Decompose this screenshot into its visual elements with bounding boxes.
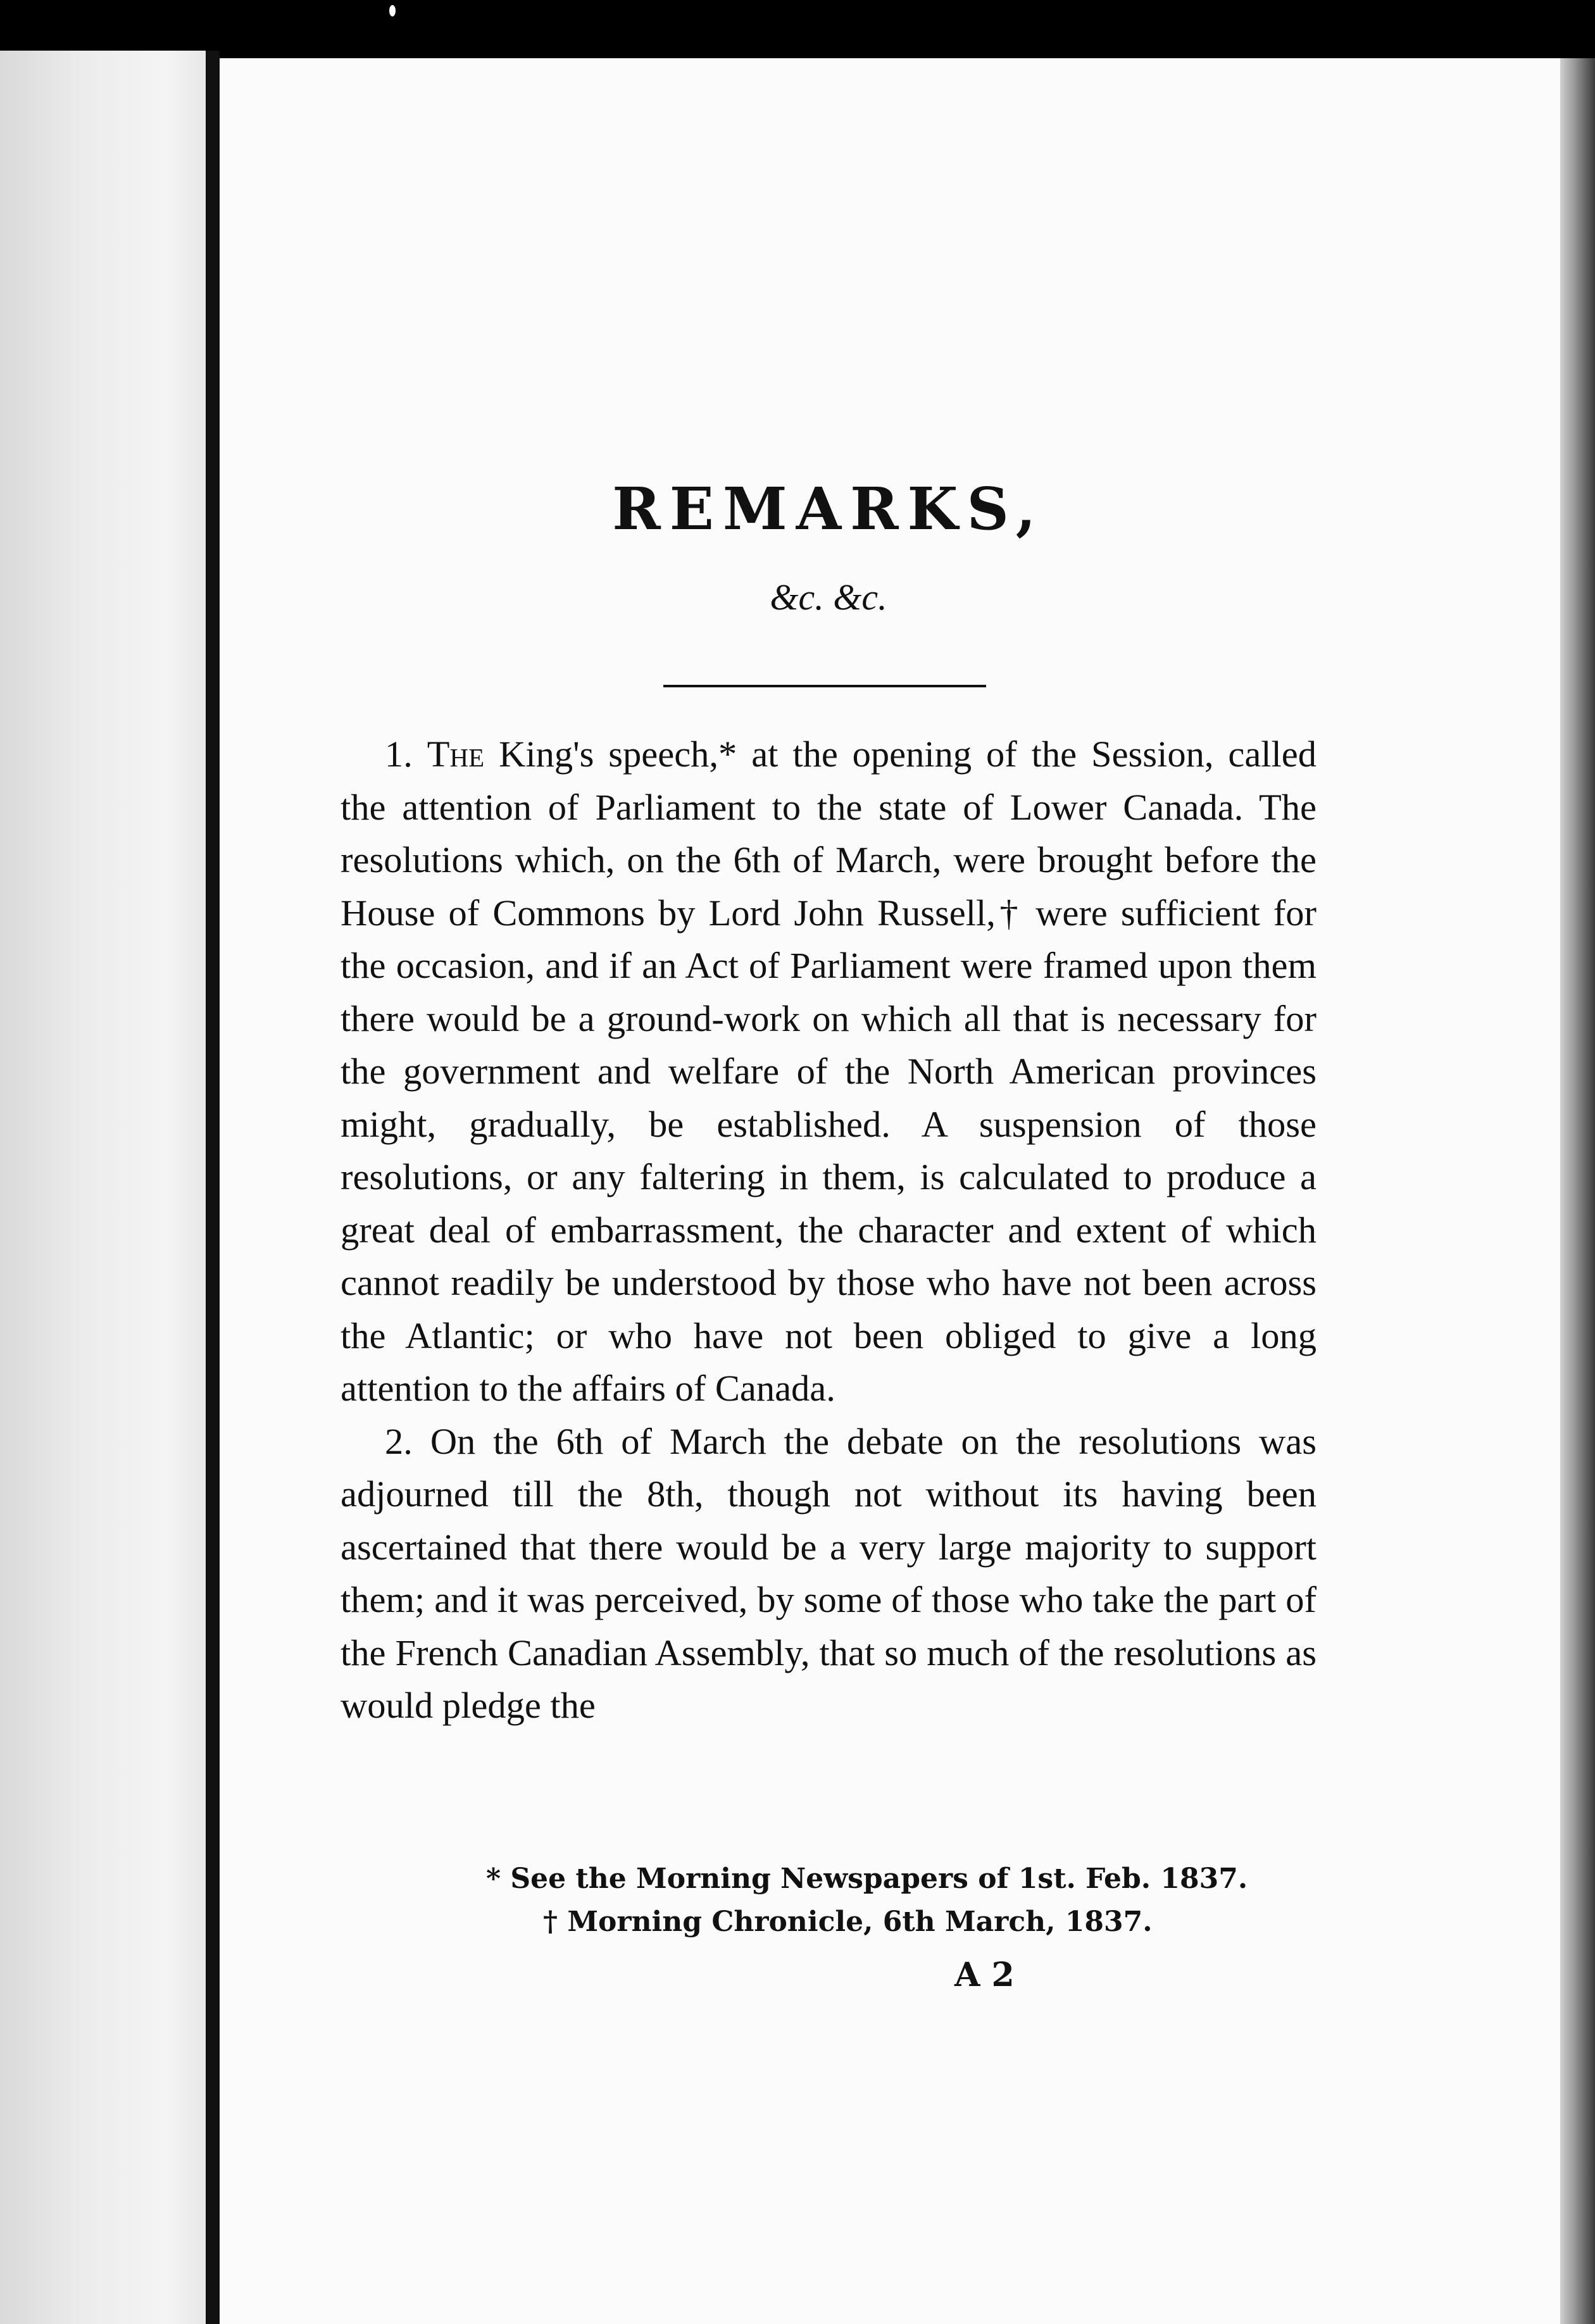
scan-speck xyxy=(389,5,396,16)
title-rule xyxy=(663,685,986,687)
paragraph-1 xyxy=(341,728,1317,1415)
footnotes xyxy=(341,1858,1317,1944)
footnote-2: † Morning Chronicle, 6th March, 1837. xyxy=(543,1906,1153,1938)
body-text xyxy=(341,728,1317,1732)
book-gutter xyxy=(206,51,220,2324)
facing-page-edge xyxy=(0,51,209,2324)
page-fore-edge xyxy=(1560,58,1595,2324)
signature-mark: A 2 xyxy=(954,1956,1015,1994)
page-title: REMARKS, xyxy=(612,475,1045,543)
paragraph-number: 2. xyxy=(385,1420,413,1462)
paragraph-text: King's speech,* at the opening of the Session, called the attention of Parliament to the state of Lower Canada. The resolutions which, on the 6th of March, were brought before the House of Commons by Lord John Russell,† were sufficient for the occasion, and if an Act of Parliament were framed upon them there would be a ground-work on which all that is necessary for the government and welfare of the North American provinces might, gradually, be established. A suspension of those resolutions, or any faltering in them, is calculated to produce a great deal of embarrassment, the character and extent of which cannot readily be understood by those who have not been across the Atlantic; or who have not been obliged to give a long attention to the affairs of Canada. xyxy=(341,734,1317,1409)
paragraph-2 xyxy=(341,1415,1317,1732)
paragraph-number: 1. xyxy=(385,734,413,775)
page-subtitle: &c. &c. xyxy=(770,577,887,618)
paragraph-lead-word: The xyxy=(427,734,485,775)
footnote-1: * See the Morning Newspapers of 1st. Feb. 1837. xyxy=(486,1863,1248,1895)
paragraph-text: On the 6th of March the debate on the resolutions was adjourned till the 8th, though not without its having been ascertained that there would be a very large majority to support them; and it was perceived, by some of those who take the part of the French Canadian Assembly, that so much of the resolutions as would pledge the xyxy=(341,1420,1317,1726)
